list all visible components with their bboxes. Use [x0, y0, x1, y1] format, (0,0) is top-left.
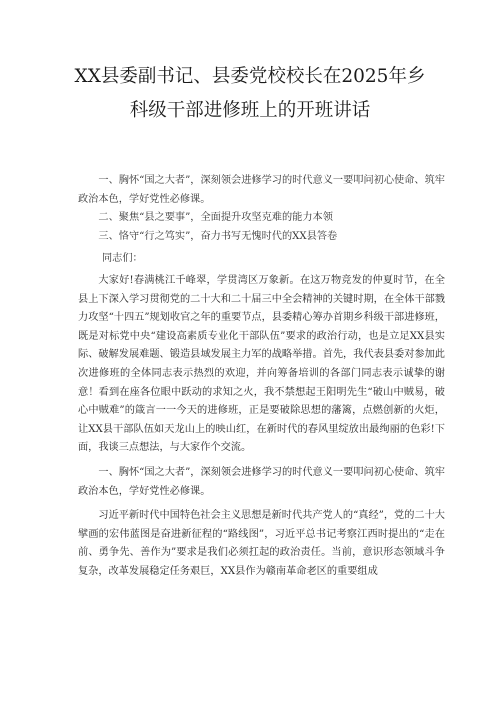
speech-body: [78, 272, 445, 588]
title-line-2: 科级干部进修班上的开班讲话: [129, 100, 371, 121]
document-title: [40, 60, 460, 128]
paragraph-section-1: 习近平新时代中国特色社会主义思想是新时代共产党人的“真经”，党的二十大擘画的宏伟蓝图是奋进新征程的“路线图”，习近平总书记考察江西时提出的“走在前、勇争先、善作为”要求是我们必须扛起的政治责任。当前，意识形态领域斗争复杂，改革发展稳定任务艰巨，XX县作为赣南革命老区的重要组成: [78, 510, 445, 577]
outline-item-1: 一、胸怀“国之大者”，深刻领会进修学习的时代意义一要叩问初心使命、筑牢政治本色，学好党性必修课。: [78, 175, 445, 205]
outline-list: [78, 172, 445, 246]
outline-item-3: 三、恪守“行之笃实”，奋力书写无愧时代的XX县答卷: [98, 230, 338, 242]
paragraph-intro: 大家好!春满桃江千峰翠，学贯湾区万象新。在这万物竞发的仲夏时节，在全县上下深入学习贯彻党的二十大和二十届三中全会精神的关键时期，在全体干部戮力攻坚“十四五”规划收官之年的重要节点，县委精心筹办首期乡科级干部进修班，既是对标党中央“建设高素质专业化干部队伍”要求的政治行动，也是立足XX县实际、破解发展难题、锻造县域发展主力军的战略举措。首先，我代表县委对参加此次进修班的全体同志表示热烈的欢迎，并向筹备培训的各部门同志表示诚挚的谢意！看到在座各位眼中跃动的求知之火，我不禁想起王阳明先生“破山中贼易，破心中贼难”的箴言一一今天的进修班，正是要破除思想的藩篱，点燃创新的火炬，让XX县干部队伍如天龙山上的映山红，在新时代的春风里绽放出最绚丽的色彩!下面，我谈三点想法，与大家作个交流。: [78, 275, 445, 454]
outline-item-2: 二、聚焦“县之要事”，全面提升攻坚克难的能力本领: [98, 212, 333, 223]
section-heading-1: 一、胸怀“国之大者”，深刻领会进修学习的时代意义一要叩问初心使命、筑牢政治本色，学好党性必修课。: [78, 466, 445, 497]
greeting: 同志们：: [102, 253, 143, 264]
title-line-1: XX县委副书记、县委党校校长在2025年乡: [74, 66, 426, 87]
